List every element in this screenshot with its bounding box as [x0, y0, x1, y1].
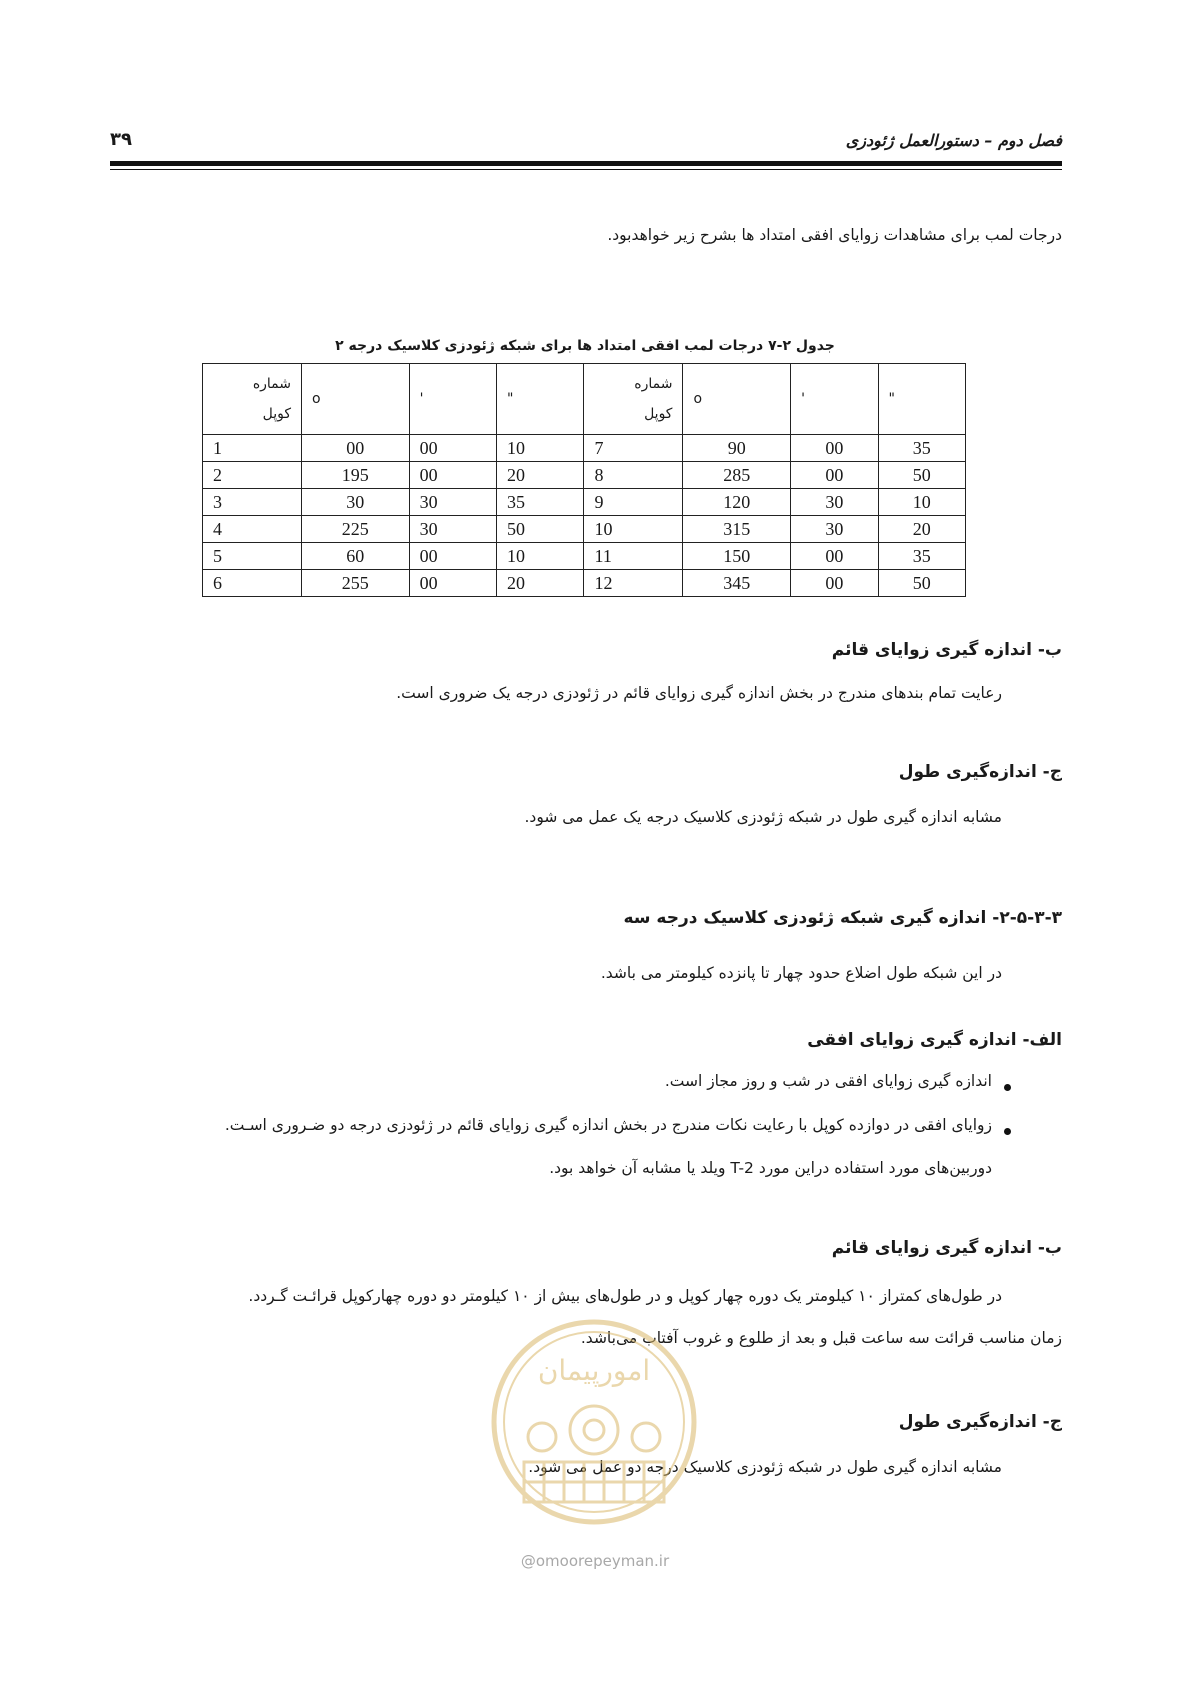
seconds-cell: 10 — [878, 489, 965, 516]
degrees-cell: 60 — [302, 543, 410, 570]
degrees-cell: 285 — [683, 462, 791, 489]
couple-number: 5 — [203, 543, 302, 570]
horizontal-angles-bullet: اندازه گیری زوایای افقی در شب و روز مجاز است. — [664, 1072, 992, 1090]
couple-number: 3 — [203, 489, 302, 516]
degrees-cell: 30 — [302, 489, 410, 516]
heading-third-order-network: ۲-۵-۳-۳- اندازه گیری شبکه ژئودزی کلاسیک درجه سه — [623, 908, 1062, 928]
table-row — [203, 516, 966, 543]
minutes-cell: 30 — [791, 516, 878, 543]
watermark-logo-text: امورپیمان — [537, 1354, 651, 1387]
minutes-cell: 00 — [791, 543, 878, 570]
reading-time-text: زمان مناسب قرائت سه ساعت قبل و بعد از طلوع و غروب آفتاب می‌باشد. — [580, 1329, 1062, 1347]
couple-number: 4 — [203, 516, 302, 543]
header-degrees: o — [302, 364, 410, 435]
couple-number: 1 — [203, 435, 302, 462]
couple-number: 8 — [584, 462, 683, 489]
header-couple-line2: کوپل — [644, 406, 673, 422]
seconds-cell: 20 — [497, 462, 584, 489]
heading-length-measurement: ج- اندازه‌گیری طول — [898, 762, 1062, 782]
table-row — [203, 489, 966, 516]
degrees-cell: 00 — [302, 435, 410, 462]
header-couple-line1: شماره — [252, 376, 291, 392]
horizontal-angles-bullet: زوایای افقی در دوازده کوپل با رعایت نکات مندرج در بخش اندازه گیری زوایای قائم در ژئودزی درجه دو ضـروری اسـت. — [224, 1116, 992, 1134]
couple-number: 6 — [203, 570, 302, 597]
watermark-url: @omoorepeyman.ir — [520, 1552, 670, 1570]
intro-text: درجات لمب برای مشاهدات زوایای افقی امتداد ها بشرح زیر خواهدبود. — [607, 226, 1062, 244]
vertical-angles-text: رعایت تمام بندهای مندرج در بخش اندازه گیری زوایای قائم در ژئودزی درجه یک ضروری است. — [396, 684, 1002, 702]
chapter-title: فصل دوم – دستورالعمل ژئودزی — [845, 131, 1062, 150]
couple-number: 9 — [584, 489, 683, 516]
degrees-cell: 90 — [683, 435, 791, 462]
minutes-cell: 30 — [409, 489, 496, 516]
table-row — [203, 543, 966, 570]
header-seconds: " — [878, 364, 965, 435]
header-seconds: " — [497, 364, 584, 435]
minutes-cell: 00 — [409, 570, 496, 597]
header-couple-number — [584, 364, 683, 435]
table-row — [203, 570, 966, 597]
heading-horizontal-angles: الف- اندازه گیری زوایای افقی — [807, 1030, 1062, 1050]
degrees-cell: 315 — [683, 516, 791, 543]
seconds-cell: 35 — [878, 435, 965, 462]
heading-vertical-angles: ب- اندازه گیری زوایای قائم — [831, 640, 1062, 660]
length-measurement-text: مشابه اندازه گیری طول در شبکه ژئودزی کلاسیک درجه یک عمل می شود. — [524, 808, 1002, 826]
seconds-cell: 10 — [497, 543, 584, 570]
length-measurement-text-2: مشابه اندازه گیری طول در شبکه ژئودزی کلاسیک درجه دو عمل می شود. — [528, 1458, 1002, 1476]
minutes-cell: 00 — [409, 435, 496, 462]
seconds-cell: 35 — [497, 489, 584, 516]
instruments-text: دوربین‌های مورد استفاده دراین مورد T-2 ویلد یا مشابه آن خواهد بود. — [549, 1159, 992, 1177]
couple-number: 11 — [584, 543, 683, 570]
header-rule-thick — [110, 161, 1062, 166]
couple-number: 2 — [203, 462, 302, 489]
seconds-cell: 50 — [878, 462, 965, 489]
degrees-cell: 195 — [302, 462, 410, 489]
minutes-cell: 30 — [409, 516, 496, 543]
degrees-cell: 255 — [302, 570, 410, 597]
minutes-cell: 00 — [791, 570, 878, 597]
header-minutes: ' — [409, 364, 496, 435]
vertical-angles-readings-text: در طول‌های کمتراز ۱۰ کیلومتر یک دوره چهار کوپل و در طول‌های بیش از ۱۰ کیلومتر دو دوره چهارکوپل قرائـت گـردد. — [248, 1287, 1002, 1305]
degrees-cell: 345 — [683, 570, 791, 597]
table-row — [203, 435, 966, 462]
table-row — [203, 462, 966, 489]
seconds-cell: 50 — [497, 516, 584, 543]
page-number: ۳۹ — [110, 129, 132, 150]
seconds-cell: 50 — [878, 570, 965, 597]
minutes-cell: 00 — [409, 543, 496, 570]
couple-number: 12 — [584, 570, 683, 597]
minutes-cell: 00 — [791, 462, 878, 489]
heading-length-measurement-2: ج- اندازه‌گیری طول — [898, 1412, 1062, 1432]
seconds-cell: 20 — [497, 570, 584, 597]
couple-number: 7 — [584, 435, 683, 462]
heading-vertical-angles-2: ب- اندازه گیری زوایای قائم — [831, 1238, 1062, 1258]
seconds-cell: 35 — [878, 543, 965, 570]
couple-number: 10 — [584, 516, 683, 543]
degrees-cell: 225 — [302, 516, 410, 543]
table-header-row — [203, 364, 966, 435]
header-couple-line2: کوپل — [262, 406, 291, 422]
minutes-cell: 00 — [791, 435, 878, 462]
header-rule-thin — [110, 169, 1062, 170]
header-minutes: ' — [791, 364, 878, 435]
third-order-network-text: در این شبکه طول اضلاع حدود چهار تا پانزده کیلومتر می باشد. — [600, 964, 1002, 982]
header-couple-number — [203, 364, 302, 435]
seconds-cell: 10 — [497, 435, 584, 462]
watermark-logo — [484, 1312, 704, 1532]
degrees-cell: 120 — [683, 489, 791, 516]
header-degrees: o — [683, 364, 791, 435]
lamb-degrees-table — [202, 363, 966, 597]
table-caption: جدول ۲-۷ درجات لمب افقی امتداد ها برای شبکه ژئودزی کلاسیک درجه ۲ — [335, 338, 835, 354]
seconds-cell: 20 — [878, 516, 965, 543]
minutes-cell: 00 — [409, 462, 496, 489]
minutes-cell: 30 — [791, 489, 878, 516]
header-couple-line1: شماره — [634, 376, 673, 392]
bullet-icon — [1004, 1128, 1011, 1135]
degrees-cell: 150 — [683, 543, 791, 570]
bullet-icon — [1004, 1084, 1011, 1091]
